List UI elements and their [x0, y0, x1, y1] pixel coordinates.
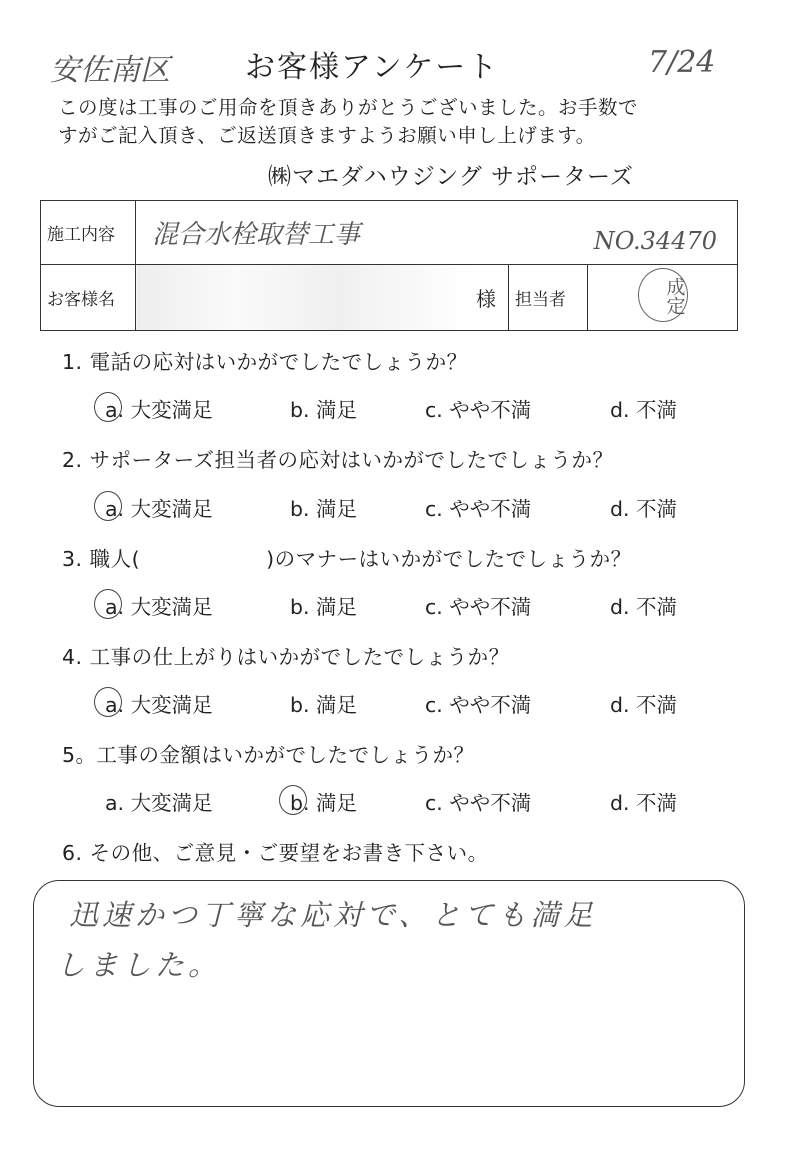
comment-line-2: しました。: [56, 948, 222, 982]
staff-stamp: 成定: [638, 268, 688, 322]
staff-label: 担当者: [509, 265, 588, 331]
page-title: お客様アンケート: [245, 50, 500, 85]
question-6: 6. その他、ご意見・ご要望をお書き下さい。: [62, 841, 489, 865]
work-value: 混合水栓取替工事: [152, 220, 361, 250]
honorific: 様: [470, 265, 509, 331]
option-a-q1[interactable]: a. 大変満足: [105, 398, 213, 422]
option-c-q5[interactable]: c. やや不満: [425, 791, 532, 815]
info-table: [40, 200, 738, 331]
customer-name-redacted: [136, 265, 471, 331]
option-b-q1[interactable]: b. 満足: [290, 398, 358, 422]
staff-stamp-cell: [588, 265, 738, 331]
option-b-q2[interactable]: b. 満足: [290, 497, 358, 521]
work-label: 施工内容: [41, 201, 136, 265]
comment-box[interactable]: [33, 880, 745, 1107]
question-5: 5。工事の金額はいかがでしたでしょうか？: [62, 743, 475, 767]
option-a-q3[interactable]: a. 大変満足: [105, 595, 213, 619]
question-3: 3. 職人( )のマナーはいかがでしたでしょうか？: [62, 547, 632, 571]
option-b-q4[interactable]: b. 満足: [290, 693, 358, 717]
option-a-q2[interactable]: a. 大変満足: [105, 497, 213, 521]
option-c-q3[interactable]: c. やや不満: [425, 595, 532, 619]
order-number: NO.34470: [593, 227, 717, 255]
company-name: ㈱マエダハウジング サポーターズ: [268, 164, 634, 190]
option-a-q5[interactable]: a. 大変満足: [105, 791, 213, 815]
option-d-q2[interactable]: d. 不満: [610, 497, 678, 521]
question-2: 2. サポーターズ担当者の応対はいかがでしたでしょうか？: [62, 448, 614, 472]
selected-circle-mark: [94, 491, 122, 521]
intro-line-1: この度は工事のご用命を頂きありがとうございました。お手数で: [58, 96, 639, 119]
customer-label: お客様名: [41, 265, 136, 331]
question-1: 1. 電話の応対はいかがでしたでしょうか？: [62, 350, 468, 374]
option-d-q3[interactable]: d. 不満: [610, 595, 678, 619]
selected-circle-mark: [94, 687, 122, 717]
option-c-q4[interactable]: c. やや不満: [425, 693, 532, 717]
work-cell: [136, 201, 738, 265]
selected-circle-mark: [279, 785, 307, 815]
intro-line-2: すがご記入頂き、ご返送頂きますようお願い申し上げます。: [58, 124, 596, 147]
selected-circle-mark: [94, 392, 122, 422]
option-d-q4[interactable]: d. 不満: [610, 693, 678, 717]
question-4: 4. 工事の仕上がりはいかがでしたでしょうか？: [62, 645, 510, 669]
option-b-q5[interactable]: b. 満足: [290, 791, 358, 815]
selected-circle-mark: [94, 589, 122, 619]
option-d-q1[interactable]: d. 不満: [610, 398, 678, 422]
option-a-q4[interactable]: a. 大変満足: [105, 693, 213, 717]
option-d-q5[interactable]: d. 不満: [610, 791, 678, 815]
date-handwritten: 7/24: [648, 45, 716, 80]
area-handwritten: 安佐南区: [50, 53, 170, 88]
option-c-q1[interactable]: c. やや不満: [425, 398, 532, 422]
option-c-q2[interactable]: c. やや不満: [425, 497, 532, 521]
comment-line-1: 迅速かつ丁寧な応対で、とても満足: [69, 898, 597, 932]
option-b-q3[interactable]: b. 満足: [290, 595, 358, 619]
